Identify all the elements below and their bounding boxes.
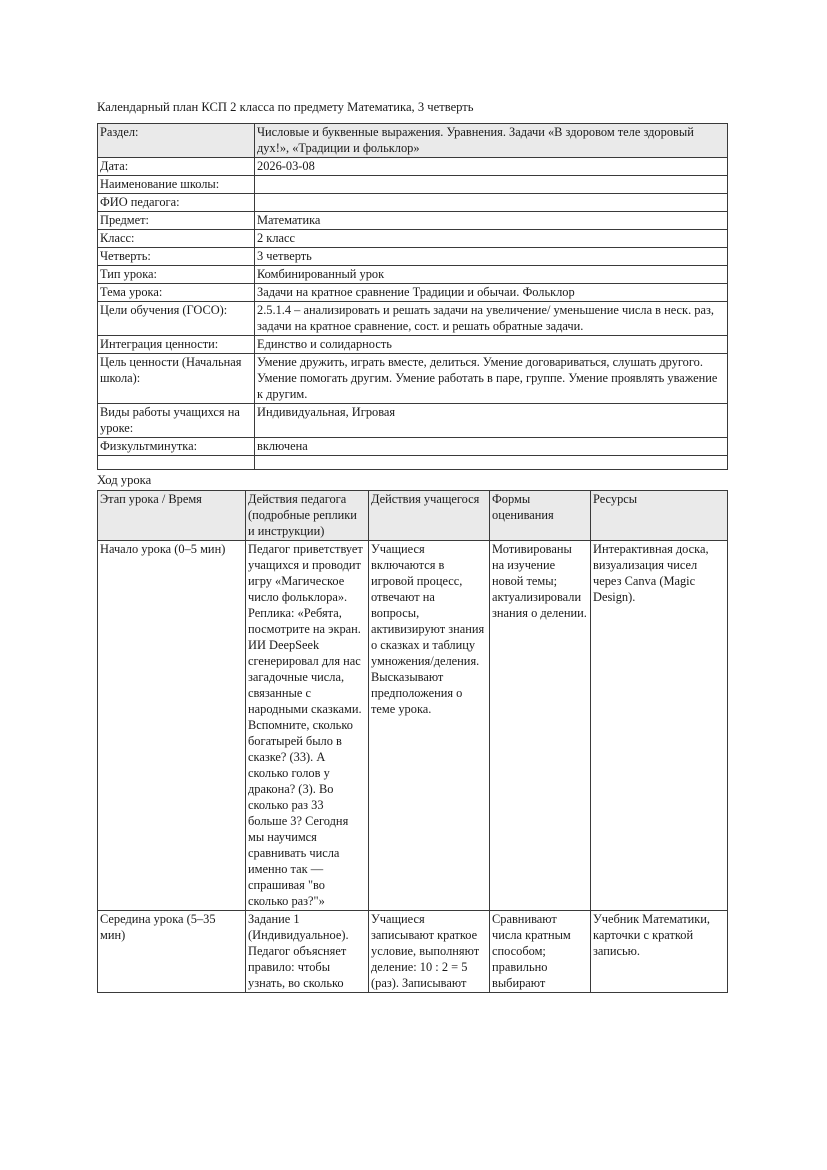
info-value: включена [255,438,728,456]
assessment-cell: Мотивированы на изучение новой темы; актуализировали знания о делении. [490,541,591,911]
info-label: Виды работы учащихся на уроке: [98,404,255,438]
document-title: Календарный план КСП 2 класса по предмету Математика, 3 четверть [97,100,474,114]
info-row-empty [98,456,728,470]
document-page [97,99,727,993]
student-actions-cell: Учащиеся записывают краткое условие, выполняют деление: 10 : 2 = 5 (раз). Записывают [369,911,490,993]
info-value: 3 четверть [255,248,728,266]
section-heading: Ход урока [97,473,152,487]
info-label: Физкультминутка: [98,438,255,456]
info-label: Тип урока: [98,266,255,284]
teacher-actions-cell: Педагог приветствует учащихся и проводит игру «Магическое число фольклора». Реплика: «Ребята, посмотрите на экран. ИИ DeepSeek сгенерировал для нас загадочные числа, связанные с народными сказками. Вспомните, сколько богатырей было в сказке? (33). А сколько голов у дракона? (3). Во сколько раз 33 больше 3? Сегодня мы научимся сравнивать числа именно так — спрашивая "во сколько раз?"» [246,541,369,911]
info-row-physical-minute [98,438,728,456]
info-label: Класс: [98,230,255,248]
info-row-class [98,230,728,248]
assessment-cell: Сравнивают числа кратным способом; правильно выбирают [490,911,591,993]
stage-cell: Начало урока (0–5 мин) [98,541,246,911]
teacher-actions-cell: Задание 1 (Индивидуальное). Педагог объясняет правило: чтобы узнать, во сколько [246,911,369,993]
info-value: Умение дружить, играть вместе, делиться. Умение договариваться, слушать другого. Умение помогать другим. Умение работать в паре, группе. Умение проявлять уважение к другим. [255,354,728,404]
info-row-values-goal [98,354,728,404]
info-value: Единство и солидарность [255,336,728,354]
column-header-teacher-actions: Действия педагога (подробные реплики и инструкции) [246,491,369,541]
column-header-resources: Ресурсы [591,491,728,541]
info-row-school [98,176,728,194]
info-label: ФИО педагога: [98,194,255,212]
info-value: 2026-03-08 [255,158,728,176]
info-value [255,194,728,212]
info-label: Цель ценности (Начальная школа): [98,354,255,404]
info-row-work-types [98,404,728,438]
info-value [255,456,728,470]
info-row-lesson-type [98,266,728,284]
info-value [255,176,728,194]
info-row-data [98,158,728,176]
column-header-stage: Этап урока / Время [98,491,246,541]
lesson-table [97,490,728,993]
info-label: Предмет: [98,212,255,230]
student-actions-cell: Учащиеся включаются в игровой процесс, отвечают на вопросы, активизируют знания о сказках и таблицу умножения/деления. Высказывают предположения о теме урока. [369,541,490,911]
info-label [98,456,255,470]
info-row-goals [98,302,728,336]
resources-cell: Интерактивная доска, визуализация чисел через Canva (Magic Design). [591,541,728,911]
info-label: Цели обучения (ГОСО): [98,302,255,336]
column-header-assessment: Формы оценивания [490,491,591,541]
lesson-row-middle [98,911,728,993]
info-value: 2.5.1.4 – анализировать и решать задачи на увеличение/ уменьшение числа в неск. раз, задачи на кратное сравнение, сост. и решать обратные задачи. [255,302,728,336]
lesson-table-header-row [98,491,728,541]
info-label: Дата: [98,158,255,176]
info-label: Четверть: [98,248,255,266]
info-value: 2 класс [255,230,728,248]
info-row-teacher-name [98,194,728,212]
info-value: Комбинированный урок [255,266,728,284]
info-value: Задачи на кратное сравнение Традиции и обычаи. Фольклор [255,284,728,302]
info-label: Интеграция ценности: [98,336,255,354]
info-label: Тема урока: [98,284,255,302]
info-row-quarter [98,248,728,266]
info-row-lesson-topic [98,284,728,302]
lesson-row-start [98,541,728,911]
info-row-subject [98,212,728,230]
info-table [97,123,728,470]
info-value: Математика [255,212,728,230]
column-header-student-actions: Действия учащегося [369,491,490,541]
info-value: Индивидуальная, Игровая [255,404,728,438]
stage-cell: Середина урока (5–35 мин) [98,911,246,993]
info-row-razdel [98,124,728,158]
info-value: Числовые и буквенные выражения. Уравнения. Задачи «В здоровом теле здоровый дух!», «Традиции и фольклор» [255,124,728,158]
info-label: Раздел: [98,124,255,158]
info-label: Наименование школы: [98,176,255,194]
info-row-values-integration [98,336,728,354]
resources-cell: Учебник Математики, карточки с краткой записью. [591,911,728,993]
